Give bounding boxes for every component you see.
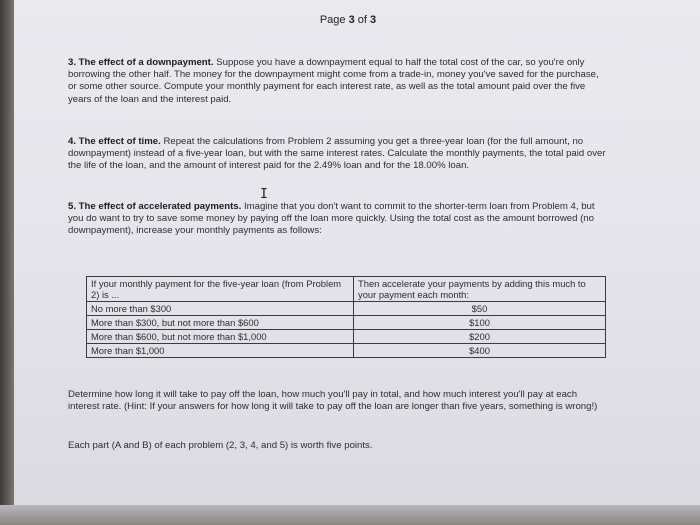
payment-acceleration-table: [86, 276, 606, 358]
problem-3-body: Suppose you have a downpayment equal to half the total cost of the car, so you're only borrowing the other half. The money for the downpayment might come from a trade-in, money you've saved for the purchase, or some other source. Compute your monthly payment for each interest rate, as well as the total amount paid over the five years of the loan and the interest paid.: [68, 57, 599, 105]
table-cell-range: No more than $300: [87, 302, 354, 316]
table-header-left: If your monthly payment for the five-year loan (from Problem 2) is ...: [87, 277, 354, 302]
table-header-row: [87, 277, 606, 302]
text-cursor-icon: I: [260, 187, 268, 202]
page-prefix: Page: [319, 14, 349, 26]
problem-5-heading: 5. The effect of accelerated payments.: [68, 201, 242, 212]
monitor-bezel-left: [0, 0, 14, 525]
problem-3-heading: 3. The effect of a downpayment.: [68, 57, 214, 68]
problem-4-heading: 4. The effect of time.: [68, 136, 161, 147]
table-cell-range: More than $600, but not more than $1,000: [87, 330, 354, 344]
table-header-right: Then accelerate your payments by adding this much to your payment each month:: [354, 277, 606, 302]
table-row: [87, 344, 606, 358]
page-total: 3: [370, 14, 377, 26]
table-cell-add: $100: [354, 316, 606, 330]
table-row: [87, 330, 606, 344]
table-cell-range: More than $1,000: [87, 344, 354, 358]
problem-4-paragraph: [68, 136, 608, 173]
monitor-bezel-bottom: [0, 505, 700, 525]
table-cell-range: More than $300, but not more than $600: [87, 316, 354, 330]
problem-3-paragraph: [68, 57, 608, 106]
table-cell-add: $200: [354, 330, 606, 344]
page-number-header: [28, 14, 668, 26]
table-cell-add: $50: [354, 302, 606, 316]
document-page: [28, 0, 668, 505]
grading-note: Each part (A and B) of each problem (2, 3, 4, and 5) is worth five points.: [68, 440, 373, 451]
problem-5-body: Imagine that you don't want to commit to the shorter-term loan from Problem 4, but you do want to try to save some money by paying off the loan more quickly. Using the total cost as the amount borrowed (no downpayment), increase your monthly payments as follows:: [68, 201, 595, 237]
problem-5-paragraph: [68, 201, 608, 238]
table-cell-add: $400: [354, 344, 606, 358]
problem-4-body: Repeat the calculations from Problem 2 assuming you get a three-year loan (for the full amount, no downpayment) instead of a five-year loan, but with the same interest rates. Calculate the monthly payments, the total paid over the life of the loan, and the amount of interest paid for the 2.49% loan and for the 18.00% loan.: [68, 136, 606, 172]
closing-paragraph: Determine how long it will take to pay off the loan, how much you'll pay in total, and how much interest you'll pay at each interest rate. (Hint: If your answers for how long it will take to pay off the loan are longer than five years, something is wrong!): [68, 389, 598, 413]
table-row: [87, 316, 606, 330]
page-of: of: [354, 14, 371, 26]
page-current: 3: [348, 14, 355, 26]
table-row: [87, 302, 606, 316]
